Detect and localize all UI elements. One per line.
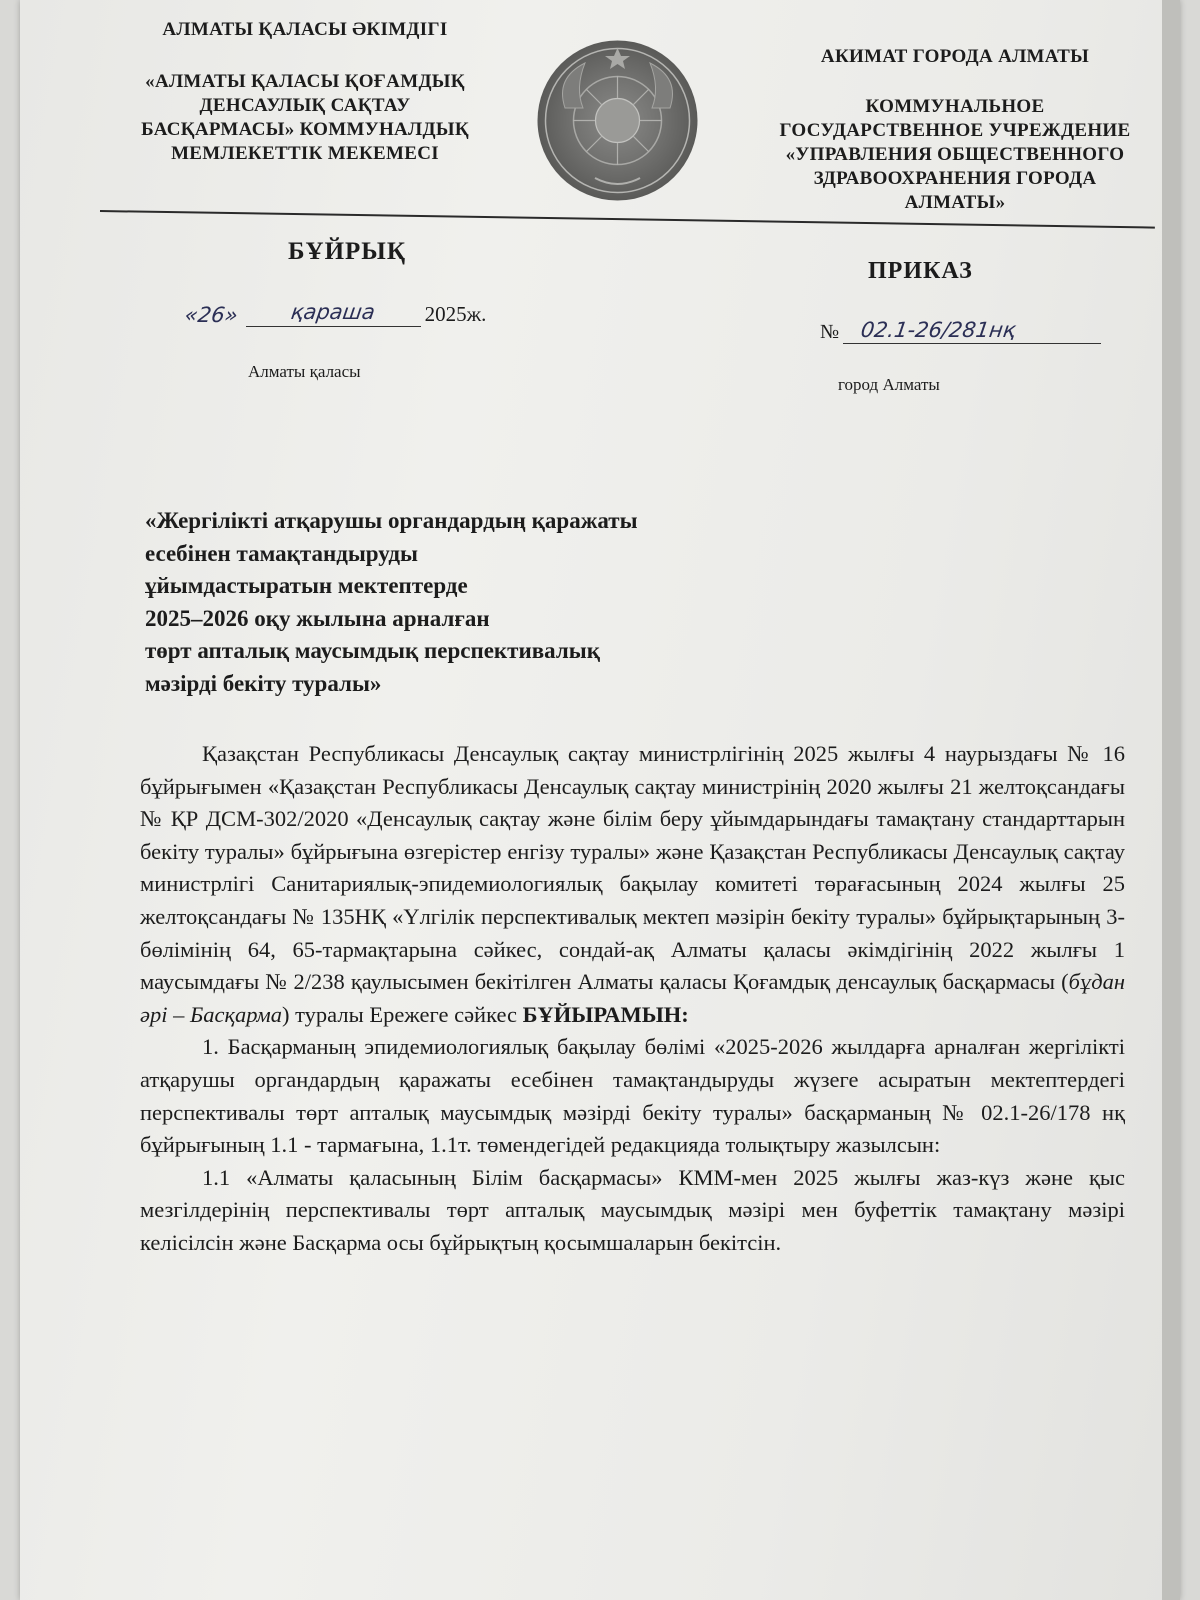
date-year: 2025ж.: [424, 302, 487, 326]
header-right-org-line: ЗДРАВООХРАНЕНИЯ ГОРОДА: [813, 168, 1097, 189]
date-day: «26»: [183, 303, 240, 327]
header-left-org-line: ДЕНСАУЛЫҚ САҚТАУ: [199, 95, 411, 116]
item-1-1-paragraph: 1.1 «Алматы қаласының Білім басқармасы» КММ-мен 2025 жылғы жаз-күз және қыс мезгілдерінің перспективалы төрт апталық маусымдық мәзірі мен буфеттік тамақтану мәзірі келісілсін және Басқарма осы бұйрықтың қосымшаларын бекітсін.: [140, 1164, 1125, 1255]
subject-line: мәзірді бекіту туралы»: [145, 670, 382, 696]
header-right-org-line: ГОСУДАРСТВЕННОЕ УЧРЕЖДЕНИЕ: [779, 120, 1131, 141]
number-value: 02.1-26/281нқ: [859, 318, 1018, 342]
subject-line: ұйымдастыратын мектептерде: [145, 573, 468, 598]
subject-line: есебінен тамақтандыруды: [145, 540, 418, 566]
subject-line: «Жергілікті атқарушы органдардың қаражаты: [145, 508, 638, 533]
preamble-end: ) туралы Ережеге сәйкес: [282, 1001, 523, 1027]
page-edge-shadow: [1162, 0, 1180, 1600]
preamble-italic: бұдан әрі – Басқарма: [140, 969, 1125, 1027]
order-body: [140, 738, 1125, 1260]
order-number: [820, 318, 1101, 344]
date-month: қараша: [289, 300, 377, 324]
header-left-akimat: АЛМАТЫ ҚАЛАСЫ ӘКІМДІГІ: [162, 19, 448, 40]
preamble-paragraph: [140, 738, 1125, 1031]
header-left-org-line: МЕМЛЕКЕТТІК МЕКЕМЕСІ: [171, 143, 439, 164]
header-left-org-line: «АЛМАТЫ ҚАЛАСЫ ҚОҒАМДЫҚ: [145, 71, 465, 92]
city-ru: город Алматы: [838, 375, 940, 394]
item-1-paragraph: 1. Басқарманың эпидемиологиялық бақылау бөлімі «2025-2026 жылдарға арналған жергілікті атқарушы органдардың қаражаты есебінен тамақтандыруды жүзеге асыратын мектептердегі перспективалы төрт апталық маусымдық мәзірді бекіту туралы» басқарманың № 02.1-26/178 нқ бұйрығының 1.1 - тармағына, 1.1т. төмендегідей редакцияда толықтыру жазылсын:: [140, 1034, 1125, 1158]
subject-line: төрт апталық маусымдық перспективалық: [145, 638, 600, 663]
header-right-org-line: «УПРАВЛЕНИЯ ОБЩЕСТВЕННОГО: [785, 144, 1125, 165]
doc-title-kz: БҰЙРЫҚ: [288, 238, 406, 265]
subject-line: 2025–2026 оқу жылына арналған: [145, 605, 490, 631]
preamble-text: Қазақстан Республикасы Денсаулық сақтау министрлігінің 2025 жылғы 4 наурыздағы № 16 бұйрығымен «Қазақстан Республикасы Денсаулық сақтау министрінің 2020 жылғы 21 желтоқсандағы № ҚР ДСМ-302/2020 «Денсаулық сақтау және білім беру ұйымдарындағы тамақтану стандарттарын бекіту туралы» бұйрығына өзгерістер енгізу туралы» және Қазақстан Республикасы Денсаулық сақтау министрлігі Санитариялық-эпидемиологиялық бақылау комитеті төрағасының 2024 жылғы 25 желтоқсандағы № 135НҚ «Үлгілік перспективалық мектеп мәзірін бекіту туралы» бұйрықтарының 3-бөлімінің 64, 65-тармақтарына сәйкес, сондай-ақ Алматы қаласы әкімдігінің 2022 жылғы 1 маусымдағы № 2/238 қаулысымен бекітілген Алматы қаласы Қоғамдық денсаулық басқармасы (: [140, 741, 1125, 995]
state-emblem-icon: [535, 38, 700, 203]
order-word: БҰЙЫРАМЫН:: [522, 1001, 689, 1027]
header-right-org-line: КОММУНАЛЬНОЕ: [865, 96, 1045, 117]
number-prefix: №: [820, 321, 840, 343]
order-date: [185, 300, 486, 327]
header-right-akimat: АКИМАТ ГОРОДА АЛМАТЫ: [820, 46, 1090, 67]
header-left: [95, 18, 515, 166]
header-left-org-line: БАСҚАРМАСЫ» КОММУНАЛДЫҚ: [141, 119, 469, 140]
header-right-org-line: АЛМАТЫ»: [904, 192, 1006, 213]
document-page: [20, 0, 1180, 1600]
date-month-field: [246, 300, 421, 327]
header-right: [755, 45, 1155, 215]
order-subject: [145, 505, 805, 700]
doc-title-ru: ПРИКАЗ: [868, 258, 973, 284]
number-field: [843, 318, 1101, 344]
city-kz: Алматы қаласы: [248, 362, 361, 381]
